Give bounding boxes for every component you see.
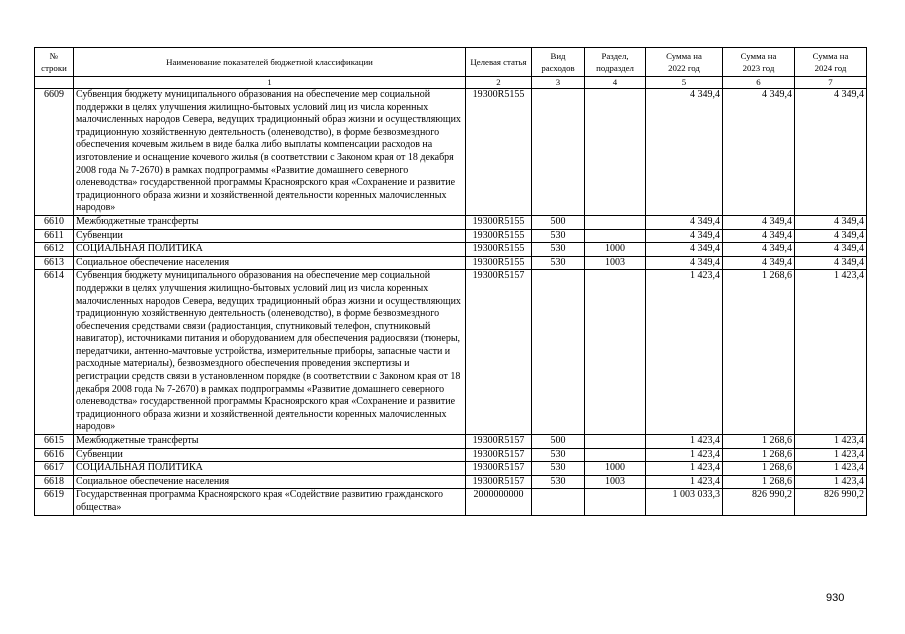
razdel-cell	[585, 89, 646, 216]
name-cell: Социальное обеспечение населения	[74, 256, 466, 270]
sum-2023-cell: 1 268,6	[723, 462, 795, 476]
sum-2024-cell: 1 423,4	[795, 475, 867, 489]
name-cell: Субвенции	[74, 229, 466, 243]
line-number-cell: 6612	[35, 243, 74, 257]
table-row	[35, 475, 867, 489]
sum-2023-cell: 1 268,6	[723, 435, 795, 449]
sum-2022-cell: 1 423,4	[646, 435, 723, 449]
line-number-cell: 6610	[35, 215, 74, 229]
razdel-cell: 1003	[585, 475, 646, 489]
target-cell: 19300R5157	[466, 435, 532, 449]
sum-2022-cell: 4 349,4	[646, 215, 723, 229]
header-sum-2023: Сумма на 2023 год	[723, 48, 795, 77]
razdel-cell: 1000	[585, 462, 646, 476]
table-row	[35, 256, 867, 270]
sum-2024-cell: 4 349,4	[795, 243, 867, 257]
table-row	[35, 435, 867, 449]
sum-2022-cell: 4 349,4	[646, 256, 723, 270]
name-cell: Межбюджетные трансферты	[74, 435, 466, 449]
sum-2023-cell: 4 349,4	[723, 256, 795, 270]
header-vid: Вид расходов	[532, 48, 585, 77]
sum-2024-cell: 1 423,4	[795, 462, 867, 476]
header-name: Наименование показателей бюджетной классификации	[74, 48, 466, 77]
sum-2023-cell: 4 349,4	[723, 243, 795, 257]
target-cell: 19300R5157	[466, 462, 532, 476]
page-number: 930	[826, 592, 845, 604]
razdel-cell	[585, 270, 646, 435]
sum-2023-cell: 1 268,6	[723, 448, 795, 462]
sum-2023-cell: 4 349,4	[723, 215, 795, 229]
line-number-cell: 6613	[35, 256, 74, 270]
name-cell: Субвенции	[74, 448, 466, 462]
razdel-cell	[585, 229, 646, 243]
sum-2022-cell: 4 349,4	[646, 243, 723, 257]
sum-2024-cell: 826 990,2	[795, 489, 867, 515]
table-row	[35, 243, 867, 257]
sum-2023-cell: 4 349,4	[723, 89, 795, 216]
table-row	[35, 89, 867, 216]
sum-2022-cell: 1 423,4	[646, 270, 723, 435]
sum-2023-cell: 4 349,4	[723, 229, 795, 243]
target-cell: 19300R5157	[466, 448, 532, 462]
vid-cell	[532, 270, 585, 435]
column-index-row	[35, 77, 867, 89]
sum-2024-cell: 1 423,4	[795, 448, 867, 462]
table-body	[35, 89, 867, 516]
sum-2024-cell: 4 349,4	[795, 89, 867, 216]
vid-cell: 530	[532, 448, 585, 462]
header-line-no: № строки	[35, 48, 74, 77]
column-index: 7	[795, 77, 867, 89]
name-cell: СОЦИАЛЬНАЯ ПОЛИТИКА	[74, 243, 466, 257]
header-sum-2024: Сумма на 2024 год	[795, 48, 867, 77]
vid-cell: 500	[532, 435, 585, 449]
budget-table	[34, 47, 867, 516]
sum-2024-cell: 1 423,4	[795, 270, 867, 435]
line-number-cell: 6616	[35, 448, 74, 462]
vid-cell: 530	[532, 475, 585, 489]
sum-2022-cell: 1 423,4	[646, 448, 723, 462]
header-sum-2022: Сумма на 2022 год	[646, 48, 723, 77]
vid-cell: 500	[532, 215, 585, 229]
target-cell: 19300R5155	[466, 89, 532, 216]
name-cell: Социальное обеспечение населения	[74, 475, 466, 489]
target-cell: 19300R5155	[466, 215, 532, 229]
sum-2023-cell: 826 990,2	[723, 489, 795, 515]
sum-2022-cell: 1 423,4	[646, 475, 723, 489]
column-index: 6	[723, 77, 795, 89]
vid-cell	[532, 489, 585, 515]
target-cell: 19300R5157	[466, 475, 532, 489]
column-index: 1	[74, 77, 466, 89]
table-row	[35, 229, 867, 243]
vid-cell	[532, 89, 585, 216]
target-cell: 19300R5155	[466, 256, 532, 270]
razdel-cell: 1003	[585, 256, 646, 270]
name-cell: Государственная программа Красноярского края «Содействие развитию гражданского общества»	[74, 489, 466, 515]
column-index: 2	[466, 77, 532, 89]
header-target: Целевая статья	[466, 48, 532, 77]
vid-cell: 530	[532, 243, 585, 257]
razdel-cell	[585, 215, 646, 229]
sum-2024-cell: 4 349,4	[795, 256, 867, 270]
table-header-row	[35, 48, 867, 77]
table-row	[35, 215, 867, 229]
target-cell: 19300R5157	[466, 270, 532, 435]
vid-cell: 530	[532, 229, 585, 243]
line-number-cell: 6609	[35, 89, 74, 216]
line-number-cell: 6611	[35, 229, 74, 243]
name-cell: Субвенция бюджету муниципального образования на обеспечение мер социальной поддержки в целях улучшения жилищно-бытовых условий лиц из числа коренных малочисленных народов Севера, ведущих традиционный образ жизни и осуществляющих традиционную хозяйственную деятельность (оленеводство), в форме безвозмездного обеспечения кочевым жильем в виде балка либо выплаты компенсации расходов на изготовление и оснащение кочевого жилья (в соответствии с Законом края от 18 декабря 2008 года № 7-2670) в рамках подпрограммы «Развитие домашнего северного оленеводства» государственной программы Красноярского края «Сохранение и развитие традиционного образа жизни и хозяйственной деятельности коренных малочисленных народов»	[74, 89, 466, 216]
sum-2023-cell: 1 268,6	[723, 270, 795, 435]
sum-2022-cell: 4 349,4	[646, 89, 723, 216]
line-number-cell: 6618	[35, 475, 74, 489]
line-number-cell: 6617	[35, 462, 74, 476]
vid-cell: 530	[532, 256, 585, 270]
sum-2024-cell: 1 423,4	[795, 435, 867, 449]
name-cell: СОЦИАЛЬНАЯ ПОЛИТИКА	[74, 462, 466, 476]
header-razdel: Раздел, подраздел	[585, 48, 646, 77]
table-row	[35, 448, 867, 462]
line-number-cell: 6615	[35, 435, 74, 449]
sum-2024-cell: 4 349,4	[795, 229, 867, 243]
column-index: 4	[585, 77, 646, 89]
line-number-cell: 6614	[35, 270, 74, 435]
column-index: 3	[532, 77, 585, 89]
razdel-cell	[585, 489, 646, 515]
razdel-cell	[585, 435, 646, 449]
table-row	[35, 270, 867, 435]
sum-2022-cell: 1 423,4	[646, 462, 723, 476]
razdel-cell: 1000	[585, 243, 646, 257]
target-cell: 2000000000	[466, 489, 532, 515]
razdel-cell	[585, 448, 646, 462]
vid-cell: 530	[532, 462, 585, 476]
table-row	[35, 489, 867, 515]
target-cell: 19300R5155	[466, 229, 532, 243]
column-index	[35, 77, 74, 89]
target-cell: 19300R5155	[466, 243, 532, 257]
line-number-cell: 6619	[35, 489, 74, 515]
table-row	[35, 462, 867, 476]
name-cell: Субвенция бюджету муниципального образования на обеспечение мер социальной поддержки в целях улучшения жилищно-бытовых условий лиц из числа коренных малочисленных народов Севера, ведущих традиционный образ жизни и осуществляющих традиционную хозяйственную деятельность (оленеводство), в форме безвозмездного обеспечения средствами связи (радиостанция, спутниковый телефон, спутниковый навигатор), источниками питания и оборудованием для обеспечения радиосвязи (тюнеры, передатчики, антенно-мачтовые устройства, измерительные приборы, запасные части и расходные материалы), безвозмездного обеспечения проведения экспертизы и регистрации средств связи в установленном порядке (в соответствии с Законом края от 18 декабря 2008 года № 7-2670) в рамках подпрограммы «Развитие домашнего северного оленеводства» государственной программы Красноярского края «Сохранение и развитие традиционного образа жизни и хозяйственной деятельности коренных малочисленных народов»	[74, 270, 466, 435]
sum-2024-cell: 4 349,4	[795, 215, 867, 229]
sum-2022-cell: 1 003 033,3	[646, 489, 723, 515]
name-cell: Межбюджетные трансферты	[74, 215, 466, 229]
sum-2022-cell: 4 349,4	[646, 229, 723, 243]
sum-2023-cell: 1 268,6	[723, 475, 795, 489]
column-index: 5	[646, 77, 723, 89]
